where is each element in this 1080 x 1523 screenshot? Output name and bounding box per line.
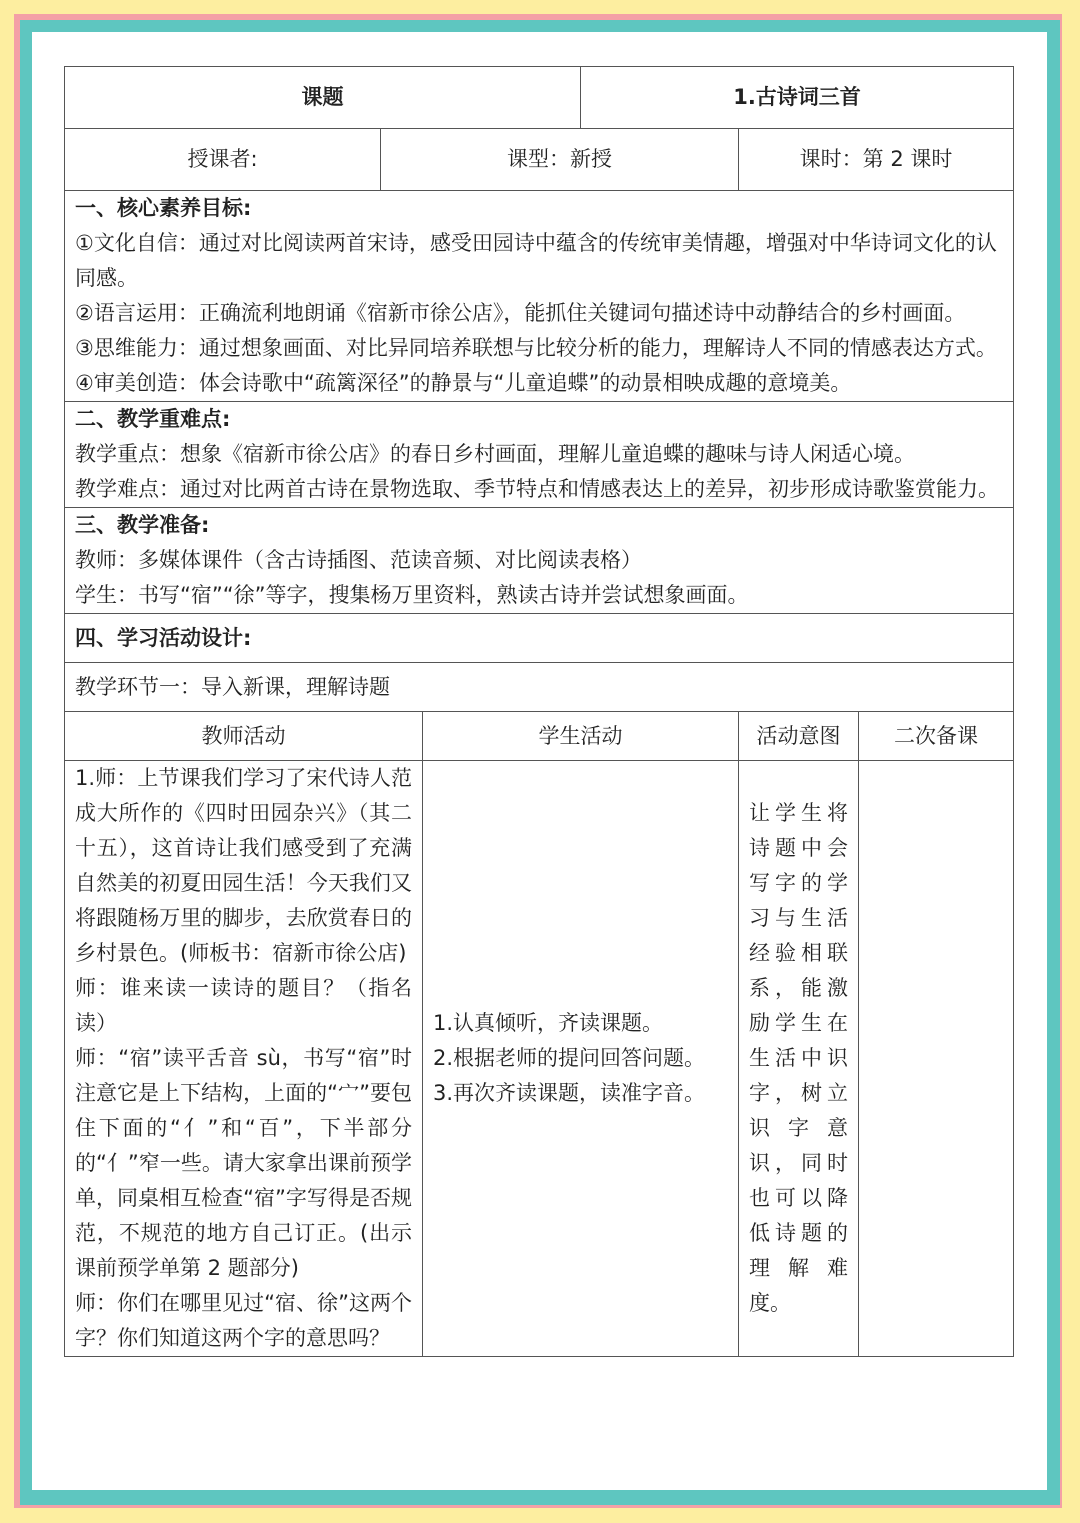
teacher-activity-para: 师：谁来读一读诗的题目？（指名读） [75, 976, 412, 1035]
goal-item: ②语言运用：正确流利地朗诵《宿新市徐公店》，能抓住关键词句描述诗中动静结合的乡村画面。 [75, 301, 966, 325]
focus-item: 教学重点：想象《宿新市徐公店》的春日乡村画面，理解儿童追蝶的趣味与诗人闲适心境。 [75, 442, 915, 466]
student-activity-item: 1.认真倾听，齐读课题。 [433, 1011, 664, 1035]
teacher-activity-para: 师：你们在哪里见过“宿、徐”这两个字？你们知道这两个字的意思吗？ [75, 1291, 412, 1350]
section-goals-heading: 一、核心素养目标: [75, 196, 252, 220]
topic-label: 课题 [65, 67, 581, 129]
prep-item: 教师：多媒体课件（含古诗插图、范读音频、对比阅读表格） [75, 548, 642, 572]
section-focus-heading: 二、教学重难点: [75, 407, 231, 431]
section-prep-heading: 三、教学准备: [75, 513, 210, 537]
prep-item: 学生：书写“宿”“徐”等字，搜集杨万里资料，熟读古诗并尝试想象画面。 [75, 583, 749, 607]
intent-cell [739, 761, 859, 1357]
student-activity-item: 2.根据老师的提问回答问题。 [433, 1046, 706, 1070]
lesson-period: 课时：第 2 课时 [739, 129, 1014, 191]
teacher-activity-para: 1.师：上节课我们学习了宋代诗人范成大所作的《四时田园杂兴》（其二十五），这首诗让我们感受到了充满自然美的初夏田园生活！今天我们又将跟随杨万里的脚步，去欣赏春日的乡村景色。(师板书：宿新市徐公店) [75, 766, 412, 965]
lesson-plan-table [64, 66, 1014, 1357]
col-header-intent: 活动意图 [739, 712, 859, 761]
col-header-teacher: 教师活动 [65, 712, 423, 761]
step-title: 教学环节一：导入新课，理解诗题 [65, 663, 1014, 712]
section-prep [65, 508, 1014, 614]
teacher-activity-cell [65, 761, 423, 1357]
student-activity-cell [423, 761, 739, 1357]
col-header-second-prep: 二次备课 [859, 712, 1014, 761]
intent-text: 让学生将诗题中会写字的学习与生活经验相联系，能激励学生在生活中识字，树立识字意识，同时也可以降低诗题的理解难度。 [749, 801, 848, 1315]
student-activity-item: 3.再次齐读课题，读准字音。 [433, 1081, 706, 1105]
section-focus [65, 402, 1014, 508]
goal-item: ①文化自信：通过对比阅读两首宋诗，感受田园诗中蕴含的传统审美情趣，增强对中华诗词文化的认同感。 [75, 231, 997, 290]
section-goals [65, 191, 1014, 402]
goal-item: ④审美创造：体会诗歌中“疏篱深径”的静景与“儿童追蝶”的动景相映成趣的意境美。 [75, 371, 852, 395]
col-header-student: 学生活动 [423, 712, 739, 761]
focus-item: 教学难点：通过对比两首古诗在景物选取、季节特点和情感表达上的差异，初步形成诗歌鉴赏能力。 [75, 477, 999, 501]
topic-value: 1.古诗词三首 [581, 67, 1014, 129]
lesson-type: 课型：新授 [381, 129, 739, 191]
goal-item: ③思维能力：通过想象画面、对比异同培养联想与比较分析的能力，理解诗人不同的情感表达方式。 [75, 336, 997, 360]
teacher-activity-para: 师：“宿”读平舌音 sù，书写“宿”时注意它是上下结构，上面的“宀”要包住下面的“亻”和“百”，下半部分的“亻”窄一些。请大家拿出课前预学单，同桌相互检查“宿”字写得是否规范，不规范的地方自己订正。(出示课前预学单第 2 题部分) [75, 1046, 412, 1280]
teacher-label: 授课者: [65, 129, 381, 191]
section-activities-heading: 四、学习活动设计: [65, 614, 1014, 663]
second-prep-cell [859, 761, 1014, 1357]
